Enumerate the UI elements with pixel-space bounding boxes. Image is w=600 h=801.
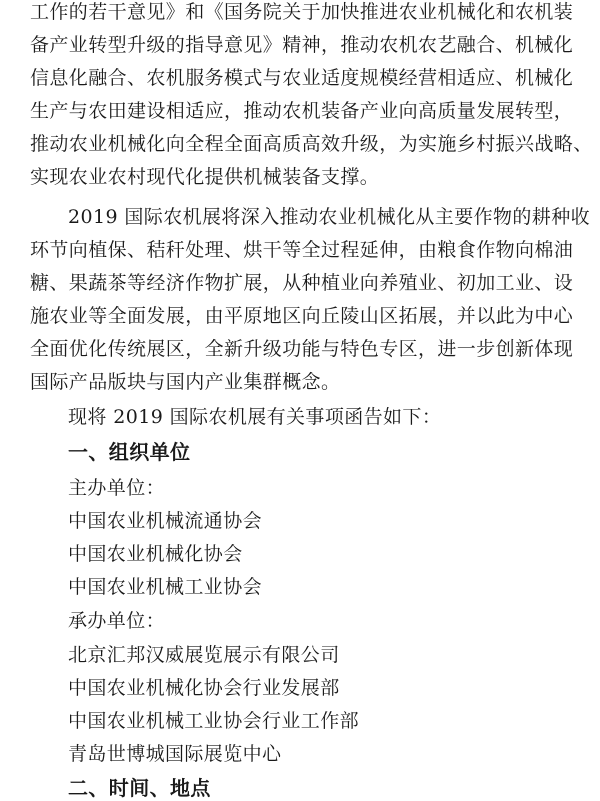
organizer-item: 中国农业机械化协会行业发展部 <box>68 677 340 699</box>
section-heading: 一、组织单位 <box>68 440 191 464</box>
text-line: 信息化融合、农机服务模式与农业适度规模经营相适应、机械化 <box>30 67 574 89</box>
host-label: 主办单位： <box>68 477 166 499</box>
text-line: 实现农业农村现代化提供机械装备支撑。 <box>30 166 380 188</box>
organizer-label: 承办单位： <box>68 610 166 632</box>
host-item: 中国农业机械化协会 <box>68 543 243 565</box>
text-line: 生产与农田建设相适应，推动农机装备产业向高质量发展转型， <box>30 100 574 122</box>
host-item: 中国农业机械工业协会 <box>68 576 263 598</box>
text-line: 环节向植保、秸秆处理、烘干等全过程延伸，由粮食作物向棉油 <box>30 239 574 261</box>
text-line: 糖、果蔬茶等经济作物扩展，从种植业向养殖业、初加工业、设 <box>30 272 574 294</box>
text-line: 施农业等全面发展，由平原地区向丘陵山区拓展，并以此为中心 <box>30 305 574 327</box>
organizer-item: 青岛世博城国际展览中心 <box>68 743 282 765</box>
host-item: 中国农业机械流通协会 <box>68 510 263 532</box>
text-line: 2019 国际农机展将深入推动农业机械化从主要作物的耕种收 <box>68 206 590 228</box>
organizer-item: 中国农业机械工业协会行业工作部 <box>68 710 360 732</box>
text-line: 工作的若干意见》和《国务院关于加快推进农业机械化和农机装 <box>30 1 574 23</box>
text-line: 备产业转型升级的指导意见》精神，推动农机农艺融合、机械化 <box>30 34 574 56</box>
text-line: 推动农业机械化向全程全面高质高效升级，为实施乡村振兴战略、 <box>30 133 593 155</box>
section-heading: 二、时间、地点 <box>68 776 211 800</box>
organizer-item: 北京汇邦汉威展览展示有限公司 <box>68 644 340 666</box>
text-line: 国际产品版块与国内产业集群概念。 <box>30 371 341 393</box>
text-line: 全面优化传统展区，全新升级功能与特色专区，进一步创新体现 <box>30 338 574 360</box>
intro-text: 现将 2019 国际农机展有关事项函告如下： <box>68 406 442 428</box>
